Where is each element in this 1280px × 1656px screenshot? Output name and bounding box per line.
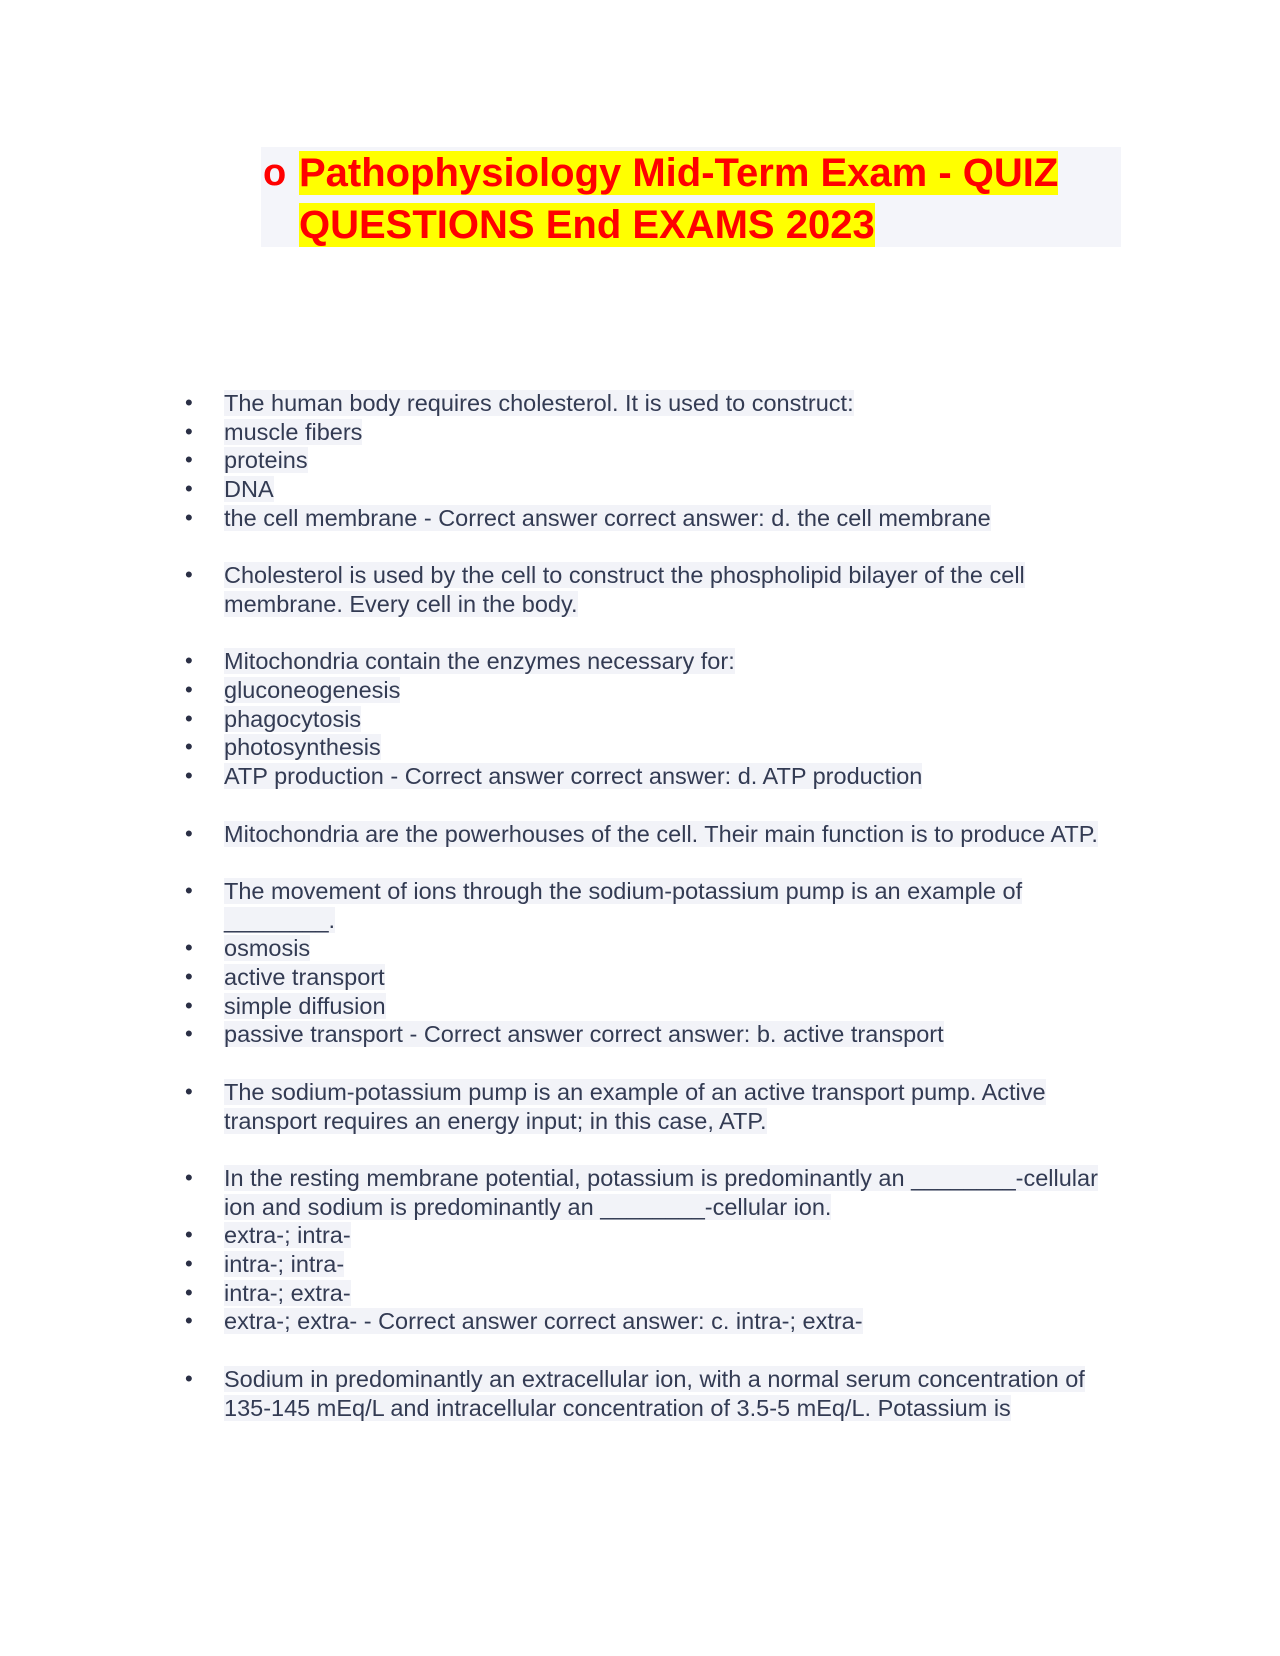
list-item [185, 934, 1125, 963]
list-item-text: The movement of ions through the sodium-potassium pump is an example of ________. [224, 877, 1023, 933]
list-item [185, 762, 1125, 791]
bullet-icon: • [185, 1251, 193, 1276]
bullet-icon: • [185, 992, 193, 1018]
list-item-text: Sodium in predominantly an extracellular ion, with a normal serum concentration of 135-145 mEq/L and intracellular concentration of 3.5-5 mEq/L. Potassium is [224, 1365, 1085, 1421]
list-item [185, 446, 1125, 475]
list-item-text: extra-; intra- [224, 1222, 351, 1249]
list-item [185, 877, 1125, 934]
bullet-icon: • [185, 705, 193, 731]
page-title [299, 147, 1099, 251]
list-item-text: simple diffusion [224, 992, 386, 1019]
bullet-icon: • [185, 447, 193, 473]
list-item-text: Cholesterol is used by the cell to construct the phospholipid bilayer of the cell membrane. Every cell in the body. [224, 562, 1025, 617]
list-item [185, 504, 1125, 533]
list-item-text: ATP production - Correct answer correct answer: d. ATP production [224, 763, 923, 790]
list-item-text: passive transport - Correct answer correct answer: b. active transport [224, 1021, 944, 1048]
bullet-icon: • [185, 418, 193, 444]
title-bullet-marker: o [263, 152, 287, 194]
bullet-icon: • [185, 476, 193, 502]
list-item-text: DNA [224, 476, 274, 503]
question-list [185, 389, 1125, 1422]
bullet-icon: • [185, 1308, 193, 1334]
bullet-icon: • [185, 877, 193, 903]
bullet-icon: • [185, 1279, 193, 1305]
list-item-text: The human body requires cholesterol. It is used to construct: [224, 390, 854, 416]
list-item [185, 676, 1125, 705]
bullet-icon: • [185, 1078, 193, 1104]
list-item [185, 1279, 1125, 1308]
bullet-icon: • [185, 1365, 193, 1391]
list-item-text: photosynthesis [224, 734, 381, 761]
bullet-icon: • [185, 562, 193, 588]
list-item [185, 418, 1125, 447]
list-item [185, 963, 1125, 992]
bullet-icon: • [185, 734, 193, 760]
list-item-text: muscle fibers [224, 418, 363, 445]
list-item [185, 992, 1125, 1021]
list-item [185, 1365, 1125, 1422]
page-title-text: Pathophysiology Mid-Term Exam - QUIZ QUESTIONS End EXAMS 2023 [299, 151, 1059, 247]
list-item-text: osmosis [224, 935, 311, 962]
bullet-icon: • [185, 677, 193, 702]
list-item-text: In the resting membrane potential, potassium is predominantly an ________-cellular ion and sodium is predominantly an ________-cellular ion. [224, 1164, 1098, 1220]
list-item [185, 389, 1125, 418]
bullet-icon: • [185, 1222, 193, 1248]
list-item [185, 1164, 1125, 1221]
list-item [185, 820, 1125, 849]
bullet-icon: • [185, 504, 193, 530]
list-item [185, 475, 1125, 504]
title-block [261, 147, 1121, 247]
list-item [185, 705, 1125, 734]
list-item-text: intra-; intra- [224, 1251, 345, 1277]
bullet-icon: • [185, 648, 193, 674]
list-item [185, 1020, 1125, 1049]
bullet-icon: • [185, 820, 193, 846]
list-item-text: intra-; extra- [224, 1279, 351, 1306]
bullet-icon: • [185, 1164, 193, 1190]
list-item-text: the cell membrane - Correct answer correct answer: d. the cell membrane [224, 504, 991, 531]
bullet-icon: • [185, 763, 193, 789]
list-item-text: active transport [224, 964, 385, 990]
list-item [185, 1078, 1125, 1135]
bullet-icon: • [185, 390, 193, 415]
bullet-icon: • [185, 1021, 193, 1047]
list-item-text: Mitochondria contain the enzymes necessary for: [224, 648, 735, 675]
list-item [185, 1307, 1125, 1336]
list-item-text: extra-; extra- - Correct answer correct answer: c. intra-; extra- [224, 1308, 863, 1335]
list-item [185, 1221, 1125, 1250]
list-item-text: The sodium-potassium pump is an example of an active transport pump. Active transport requires an energy input; in this case, ATP. [224, 1078, 1046, 1134]
list-item [185, 561, 1125, 618]
list-item-text: phagocytosis [224, 705, 362, 732]
bullet-icon: • [185, 935, 193, 961]
list-item [185, 647, 1125, 676]
bullet-icon: • [185, 964, 193, 989]
list-item-text: proteins [224, 447, 308, 474]
list-item-text: Mitochondria are the powerhouses of the cell. Their main function is to produce ATP. [224, 820, 1098, 847]
list-item [185, 1250, 1125, 1279]
list-item [185, 733, 1125, 762]
list-item-text: gluconeogenesis [224, 677, 401, 703]
